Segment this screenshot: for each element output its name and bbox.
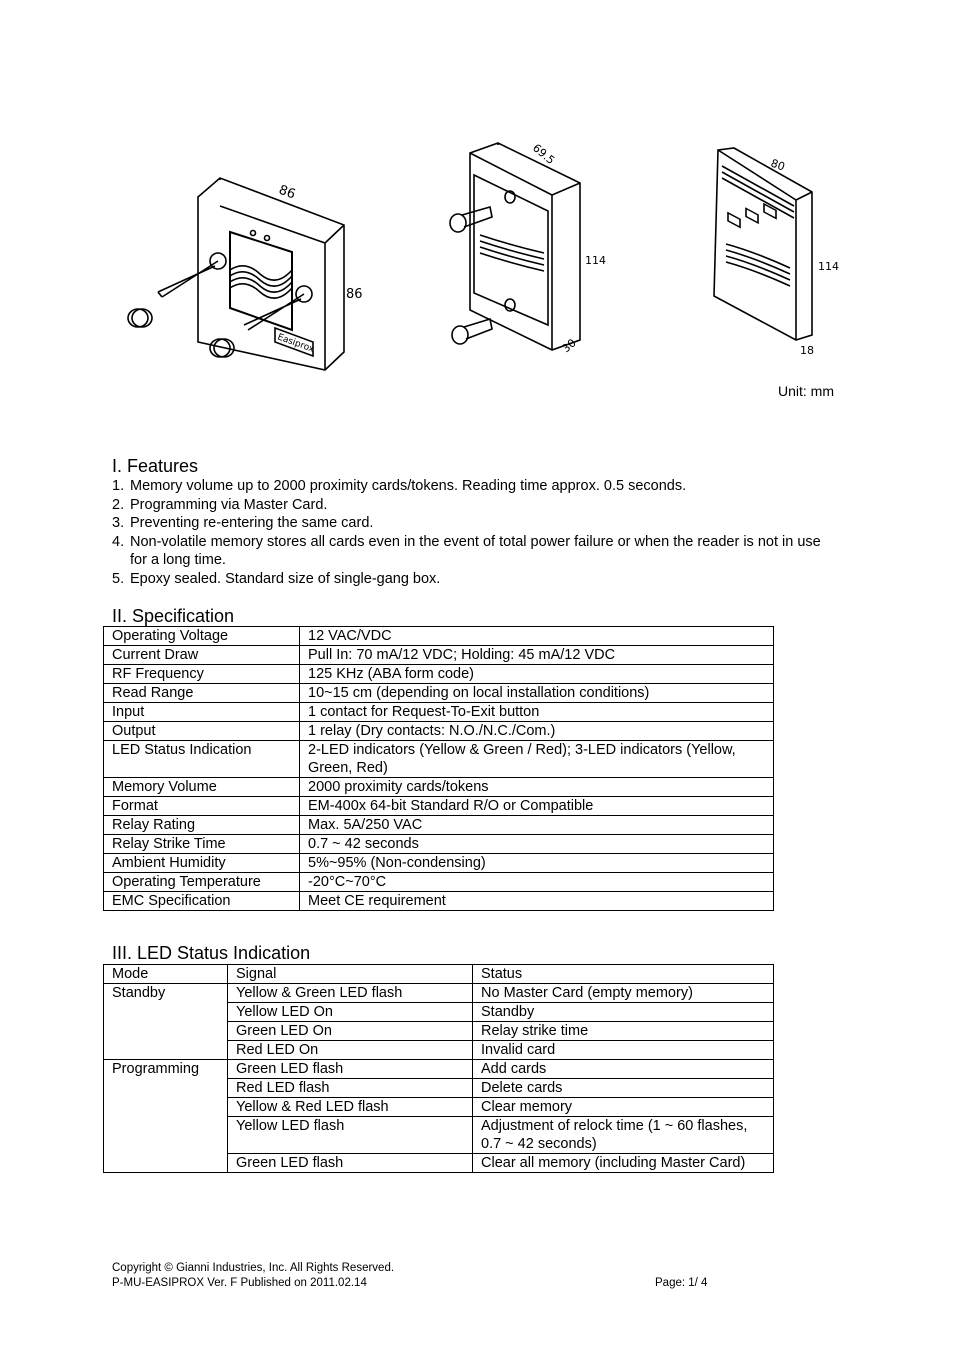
doc-info: P-MU-EASIPROX Ver. F Published on 2011.02.14 [112,1277,367,1289]
table-row: Output 1 relay (Dry contacts: N.O./N.C./Com.) [104,722,774,741]
table-header-row: Mode Signal Status [104,965,774,984]
table-row: EMC Specification Meet CE requirement [104,892,774,911]
side-width-dim: 69.5 [530,141,558,168]
list-item: 4. Non-volatile memory stores all cards even in the event of total power failure or when the reader is not in use for a long time. [112,533,821,568]
front-width-dim: 86 [276,182,298,203]
device-label: Easiprox [275,332,316,355]
table-row: Read Range 10~15 cm (depending on local installation conditions) [104,684,774,703]
side-height-dim: 114 [585,254,606,267]
features-heading: I. Features [112,456,199,476]
table-row: Relay Rating Max. 5A/250 VAC [104,816,774,835]
table-row: Operating Voltage 12 VAC/VDC [104,627,774,646]
spec-heading: II. Specification [112,606,235,626]
table-row: Red LED flash Delete cards [104,1079,774,1098]
table-row: Standby Yellow & Green LED flash No Master Card (empty memory) [104,984,774,1003]
led-table [103,964,774,1173]
rear-width-dim: 80 [768,156,787,174]
table-row: Programming Green LED flash Add cards [104,1060,774,1079]
table-row: Current Draw Pull In: 70 mA/12 VDC; Holding: 45 mA/12 VDC [104,646,774,665]
led-heading: III. LED Status Indication [112,943,311,963]
side-depth-dim: 30 [559,336,579,356]
unit-label: Unit: mm [778,383,834,399]
list-item: 1. Memory volume up to 2000 proximity cards/tokens. Reading time approx. 0.5 seconds. [112,478,687,494]
table-row: Green LED On Relay strike time [104,1022,774,1041]
list-item: 2. Programming via Master Card. [112,496,328,513]
list-item: 3. Preventing re-entering the same card. [112,515,374,531]
table-row: RF Frequency 125 KHz (ABA form code) [104,665,774,684]
table-row: Yellow & Red LED flash Clear memory [104,1098,774,1117]
table-row: Green LED flash Clear all memory (including Master Card) [104,1154,774,1173]
table-row: Red LED On Invalid card [104,1041,774,1060]
list-item: 5. Epoxy sealed. Standard size of single-gang box. [112,570,441,587]
table-row: Yellow LED On Standby [104,1003,774,1022]
spec-table [103,626,774,911]
features-section [112,477,832,588]
table-row: Yellow LED flash Adjustment of relock time (1 ~ 60 flashes, 0.7 ~ 42 seconds) [104,1117,774,1154]
table-row: LED Status Indication 2-LED indicators (Yellow & Green / Red); 3-LED indicators (Yellow, Green, Red) [104,741,774,778]
table-row: Format EM-400x 64-bit Standard R/O or Compatible [104,797,774,816]
front-view-drawing [120,170,363,370]
rear-height-dim: 114 [818,260,839,273]
rear-view-drawing [700,140,860,360]
table-row: Input 1 contact for Request-To-Exit button [104,703,774,722]
side-view-drawing [440,135,620,365]
table-row: Relay Strike Time 0.7 ~ 42 seconds [104,835,774,854]
features-list [112,477,832,588]
table-row: Operating Temperature -20°C~70°C [104,873,774,892]
table-row: Ambient Humidity 5%~95% (Non-condensing) [104,854,774,873]
rear-depth-dim: 18 [800,344,814,357]
page-number: Page: 1/ 4 [655,1277,708,1289]
table-row: Memory Volume 2000 proximity cards/tokens [104,778,774,797]
front-height-dim: 86 [346,287,363,302]
copyright: Copyright © Gianni Industries, Inc. All Rights Reserved. [112,1262,395,1274]
